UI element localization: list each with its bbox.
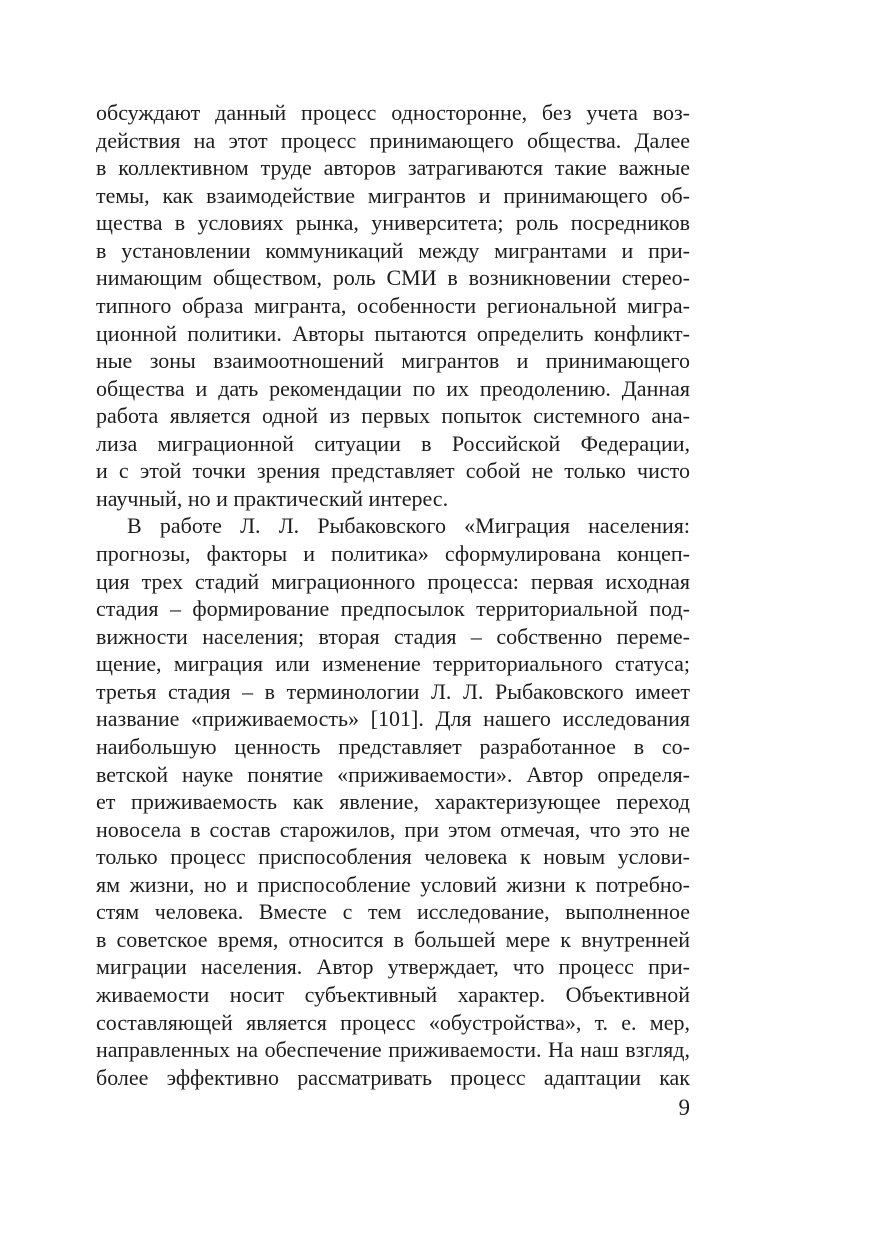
text-line: и с этой точки зрения представляет собой не только чисто [96,458,690,484]
text-line: научный, но и практический интерес. [96,485,449,511]
text-line: прогнозы, факторы и политика» сформулирована концеп- [96,541,690,566]
text-line: ные зоны взаимоотношений мигрантов и принимающего [96,348,690,374]
text-line: более эффективно рассматривать процесс адаптации как [96,1064,690,1090]
text-line: живаемости носит субъективный характер. Объективной [96,982,690,1007]
text-line: действия на этот процесс принимающего общества. Далее [96,127,690,153]
text-line: составляющей является процесс «обустройства», т. е. мер, [96,1009,690,1035]
text-line: типного образа мигранта, особенности региональной мигра- [96,292,690,318]
text-line: ет приживаемость как явление, характеризующее переход [96,789,690,815]
text-line: стям человека. Вместе с тем исследование, выполненное [96,899,690,925]
text-line: в коллективном труде авторов затрагиваются такие важные [96,155,690,181]
text-line: направленных на обеспечение приживаемости. На наш взгляд, [96,1037,690,1063]
text-line: наибольшую ценность представляет разработанное в со- [96,733,690,759]
text-line: третья стадия – в терминологии Л. Л. Рыбаковского имеет [96,678,690,704]
text-line: работа является одной из первых попыток системного ана- [96,403,690,429]
text-line: стадия – формирование предпосылок территориальной под- [96,596,690,622]
text-line: обсуждают данный процесс односторонне, без учета воз- [96,100,690,125]
text-line: только процесс приспособления человека к новым услови- [96,844,690,870]
text-line: название «приживаемость» [101]. Для нашего исследования [96,706,690,732]
text-line: общества и дать рекомендации по их преодолению. Данная [96,375,690,401]
text-block [96,99,690,1091]
text-line: ветской науке понятие «приживаемости». Автор определя- [96,761,690,787]
text-line: в установлении коммуникаций между мигрантами и при- [96,237,690,263]
text-line: щение, миграция или изменение территориального статуса; [96,651,690,677]
text-line: щества в условиях рынка, университета; роль посредников [96,210,690,236]
text-line: лиза миграционной ситуации в Российской Федерации, [96,430,690,456]
text-line: темы, как взаимодействие мигрантов и принимающего об- [96,182,690,208]
text-line: ционной политики. Авторы пытаются определить конфликт- [96,320,690,346]
text-line: ция трех стадий миграционного процесса: первая исходная [96,568,690,594]
text-line: нимающим обществом, роль СМИ в возникновении стерео- [96,265,690,291]
page-number: 9 [678,1095,690,1120]
text-line: новосела в состав старожилов, при этом отмечая, что это не [96,816,690,842]
text-line: в советское время, относится в большей мере к внутренней [96,926,690,952]
text-line: миграции населения. Автор утверждает, что процесс при- [96,954,690,980]
text-line: вижности населения; вторая стадия – собственно переме- [96,623,690,649]
text-line: ям жизни, но и приспособление условий жизни к потребно- [96,871,690,897]
text-line: В работе Л. Л. Рыбаковского «Миграция населения: [127,513,690,539]
